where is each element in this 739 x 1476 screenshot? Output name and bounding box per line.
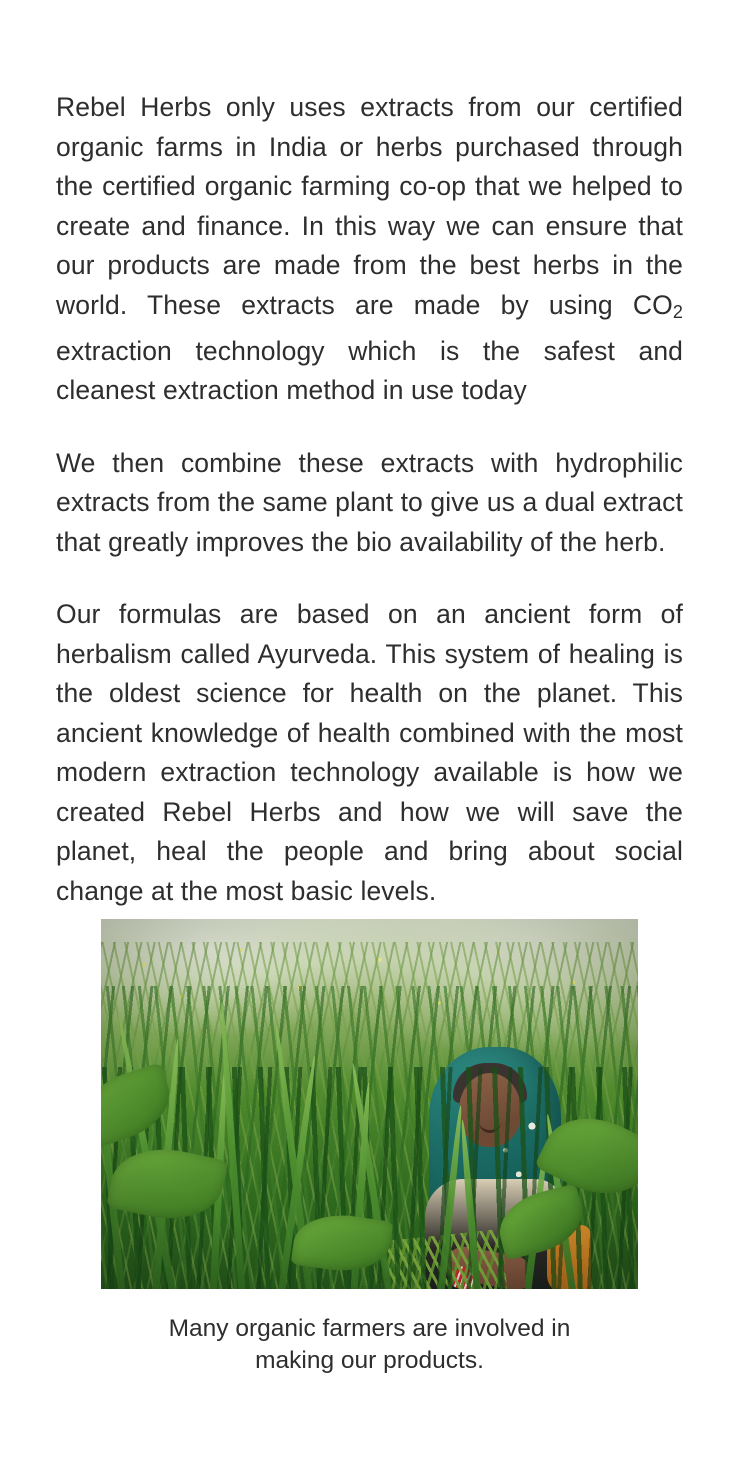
organic-farmer-in-field-photo bbox=[101, 919, 638, 1289]
photo-vignette bbox=[101, 919, 638, 1289]
figure-caption bbox=[90, 1313, 650, 1377]
figure-caption-line-1: Many organic farmers are involved in bbox=[168, 1315, 571, 1343]
article-body bbox=[56, 88, 683, 911]
paragraph-1-text-before-co2: Rebel Herbs only uses extracts from our certified organic farms in India or herbs purchased through the certified organic farming co-op that we helped to create and finance. In this way we can ensure that our products are made from the best herbs in the world. These extracts are made by using CO bbox=[56, 92, 683, 320]
co2-subscript: 2 bbox=[672, 301, 683, 322]
paragraph-1-text-after-co2: extraction technology which is the safest and cleanest extraction method in use today bbox=[56, 335, 683, 406]
paragraph-2: We then combine these extracts with hydrophilic extracts from the same plant to give us a dual extract that greatly improves the bio availability of the herb. bbox=[56, 447, 683, 557]
figure-caption-line-2: making our products. bbox=[255, 1347, 484, 1375]
figure-organic-farmer bbox=[56, 919, 683, 1377]
paragraph-3: Our formulas are based on an ancient form of herbalism called Ayurveda. This system of healing is the oldest science for health on the planet. This ancient knowledge of health combined with the most modern extraction technology available is how we created Rebel Herbs and how we will save the planet, heal the people and bring about social change at the most basic levels. bbox=[56, 599, 683, 906]
paragraph-1 bbox=[56, 88, 683, 411]
